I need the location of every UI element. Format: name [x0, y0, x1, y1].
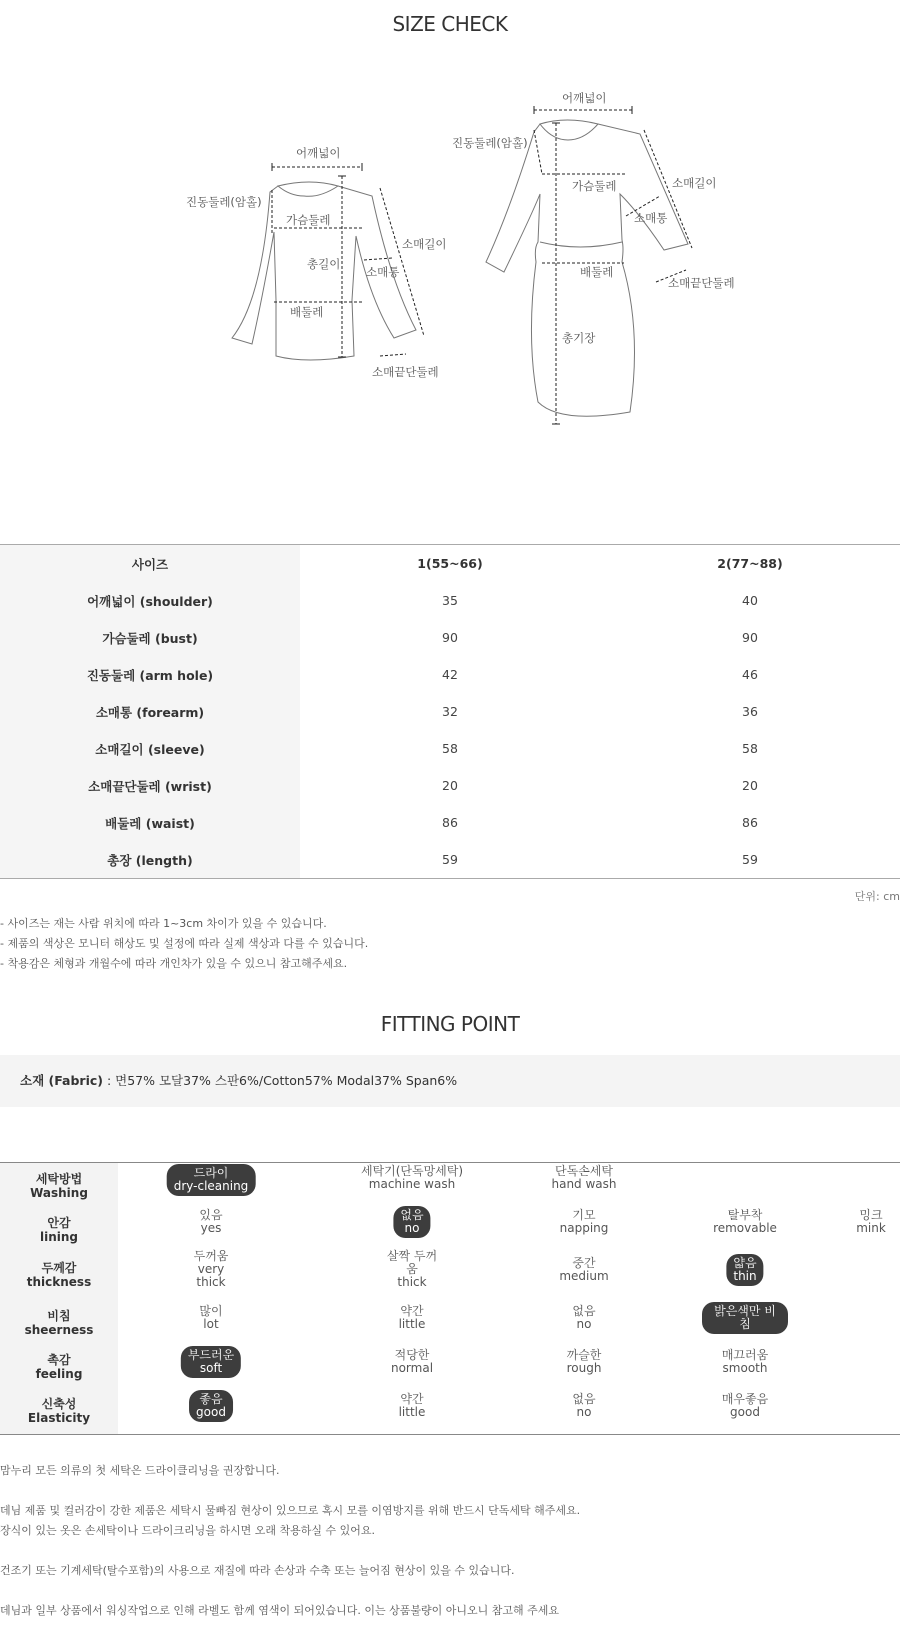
row-label-ko: 세탁방법: [35, 1172, 83, 1186]
cell: 20: [742, 778, 758, 793]
option-ko: 없음: [572, 1392, 596, 1406]
fitting-row-label: [0, 1309, 118, 1337]
option-en: smooth: [722, 1361, 768, 1375]
row-label-ko: 신축성: [41, 1397, 77, 1411]
option-ko: 없음: [400, 1208, 424, 1222]
fitting-table-bottom-rule: [0, 1434, 900, 1435]
top-sleeve-label: 소매길이: [402, 237, 447, 251]
option-napping: [560, 1209, 609, 1235]
option-ko: 밝은색만 비침: [714, 1304, 776, 1331]
option-ko: 약간: [400, 1304, 424, 1318]
option-lot: [199, 1305, 222, 1331]
row-label-ko: 안감: [47, 1216, 71, 1230]
fitting-table-top-rule: [0, 1162, 900, 1163]
option-smooth: [722, 1349, 768, 1375]
option-ko: 적당한: [394, 1348, 430, 1362]
option-ko: 두꺼움: [193, 1249, 229, 1263]
size-table-header: [0, 545, 900, 582]
option-en: rough: [566, 1361, 602, 1375]
fitting-row-label: [0, 1216, 118, 1244]
option-ko: 중간: [572, 1256, 596, 1270]
option-ko: 얇음: [733, 1256, 757, 1270]
option-en: little: [398, 1317, 426, 1331]
size-notes: [0, 914, 368, 974]
fitting-row-label: [0, 1397, 118, 1425]
fitting-row-label: [0, 1261, 118, 1289]
option-good: [189, 1390, 233, 1422]
option-hand-wash: [551, 1165, 616, 1191]
size-table-bottom-rule: [0, 878, 900, 879]
option-ko: 드라이: [193, 1166, 229, 1180]
cell: 36: [742, 704, 758, 719]
fitting-point-title: FITTING POINT: [380, 1012, 520, 1036]
cell: 58: [442, 741, 458, 756]
cell: 40: [742, 593, 758, 608]
row-label: 가슴둘레 (bust): [0, 619, 300, 656]
top-shoulder-label: 어깨넓이: [296, 146, 341, 160]
row-label: 어깨넓이 (shoulder): [0, 582, 300, 619]
row-label: 소매통 (forearm): [0, 693, 300, 730]
cell: 58: [742, 741, 758, 756]
table-row: [0, 767, 900, 804]
option-en: good: [196, 1405, 226, 1419]
size-check-title: SIZE CHECK: [392, 12, 508, 36]
option-en: removable: [713, 1221, 777, 1235]
option-en: hand wash: [551, 1177, 617, 1191]
cell: 59: [742, 852, 758, 867]
option-en: no: [576, 1317, 592, 1331]
row-label-ko: 촉감: [47, 1353, 71, 1367]
option-normal: [391, 1349, 433, 1375]
option-en: no: [576, 1405, 592, 1419]
option-en: soft: [199, 1361, 223, 1375]
note-item: - 착용감은 체형과 개월수에 따라 개인차가 있을 수 있으니 참고해주세요.: [0, 957, 348, 970]
dress-length-label: 총기장: [562, 331, 596, 345]
option-en: normal: [390, 1361, 434, 1375]
fabric-label: 소재 (Fabric): [20, 1073, 103, 1088]
care-note: 건조기 또는 기계세탁(탈수포함)의 사용으로 재질에 따라 손상과 수축 또는 늘어짐 현상이 있을 수 있습니다.: [0, 1564, 515, 1577]
option-removable: [713, 1209, 777, 1235]
care-note: 맘누리 모든 의류의 첫 세탁은 드라이클리닝을 권장합니다.: [0, 1464, 280, 1477]
option-en: good: [730, 1405, 760, 1419]
option-en: dry-cleaning: [173, 1179, 249, 1193]
top-outline: [278, 182, 338, 196]
fitting-label-column: [0, 1163, 118, 1434]
note-item: - 사이즈는 재는 사람 위치에 따라 1~3cm 차이가 있을 수 있습니다.: [0, 917, 327, 930]
option-very-good: [722, 1393, 768, 1419]
option-rough: [567, 1349, 602, 1375]
dress-bust-label: 가슴둘레: [572, 179, 617, 193]
cell: 35: [442, 593, 458, 608]
option-ko: 탈부착: [727, 1208, 763, 1222]
top-wrist-label: 소매끝단둘레: [372, 365, 439, 379]
table-row: [0, 619, 900, 656]
row-label: 총장 (length): [0, 841, 300, 878]
dress-outline: [540, 120, 598, 140]
option-no: [393, 1206, 430, 1238]
option-ko: 단독손세탁: [555, 1164, 613, 1178]
option-en: lot: [203, 1317, 219, 1331]
size-table: [0, 545, 900, 878]
row-label: 소매길이 (sleeve): [0, 730, 300, 767]
option-en: thin: [733, 1269, 757, 1283]
option-ko: 기모: [572, 1208, 596, 1222]
option-en: machine wash: [368, 1177, 456, 1191]
option-ko: 밍크: [859, 1208, 883, 1222]
row-label-ko: 비침: [47, 1309, 71, 1323]
option-no: [572, 1305, 595, 1331]
care-note: 데님 제품 및 컬러감이 강한 제품은 세탁시 물빠짐 현상이 있으므로 혹시 모를 이염방지를 위해 반드시 단독세탁 해주세요.: [0, 1504, 581, 1517]
option-ko: 부드러운: [187, 1348, 235, 1362]
cell: 90: [742, 630, 758, 645]
row-label-en: sheerness: [24, 1323, 94, 1337]
row-label-en: thickness: [26, 1275, 92, 1289]
option-ko: 없음: [572, 1304, 596, 1318]
fabric-value: : 면57% 모달37% 스판6%/Cotton57% Modal37% Span6%: [102, 1073, 458, 1088]
size-header-2: 2(77~88): [717, 556, 783, 571]
option-dry-cleaning: [167, 1164, 256, 1196]
top-waist-label: 배둘레: [290, 305, 324, 319]
option-en: napping: [559, 1221, 609, 1235]
option-en: little: [398, 1405, 426, 1419]
table-row: [0, 730, 900, 767]
option-machine-wash: [361, 1165, 463, 1191]
option-yes: [199, 1209, 222, 1235]
dress-armhole-label: 진동둘레(암홀): [452, 136, 528, 150]
option-thick: [384, 1250, 440, 1289]
row-label-en: Elasticity: [27, 1411, 91, 1425]
option-little: [399, 1305, 426, 1331]
row-label: 소매끝단둘레 (wrist): [0, 767, 300, 804]
care-note: 데님과 일부 상품에서 워싱작업으로 인해 라벨도 함께 염색이 되어있습니다. 이는 상품불량이 아니오니 참고해 주세요: [0, 1604, 559, 1617]
dress-sleeve-label: 소매길이: [672, 176, 717, 190]
row-label: 배둘레 (waist): [0, 804, 300, 841]
option-ko: 매끄러움: [721, 1348, 769, 1362]
top-length-label: 총길이: [307, 257, 341, 271]
cell: 90: [442, 630, 458, 645]
fitting-row-label: [0, 1172, 118, 1200]
cell: 86: [742, 815, 758, 830]
top-bust-label: 가슴둘레: [286, 213, 331, 227]
fabric-box: [0, 1055, 900, 1107]
option-ko: 매우좋음: [721, 1392, 769, 1406]
size-header-1: 1(55~66): [417, 556, 483, 571]
option-mink: [856, 1209, 886, 1235]
table-row: [0, 804, 900, 841]
cell: 32: [442, 704, 458, 719]
option-ko: 있음: [199, 1208, 223, 1222]
dress-waist-label: 배둘레: [580, 265, 614, 279]
option-light-colors-sheer: [702, 1302, 788, 1334]
cell: 42: [442, 667, 458, 682]
option-ko: 세탁기(단독망세탁): [360, 1164, 464, 1178]
option-en: thick: [397, 1275, 427, 1289]
option-ko: 까슬한: [566, 1348, 602, 1362]
option-very-thick: [186, 1250, 236, 1289]
table-row: [0, 582, 900, 619]
row-label-ko: 두께감: [41, 1261, 77, 1275]
option-ko: 살짝 두꺼움: [386, 1249, 438, 1276]
option-medium: [559, 1257, 608, 1283]
table-row: [0, 693, 900, 730]
dress-shoulder-label: 어깨넓이: [562, 91, 607, 105]
top-armhole-label: 진동둘레(암홀): [186, 195, 262, 209]
option-en: very thick: [196, 1262, 226, 1289]
row-label: 진동둘레 (arm hole): [0, 656, 300, 693]
option-ko: 약간: [400, 1392, 424, 1406]
option-little: [399, 1393, 426, 1419]
size-diagram: [0, 80, 900, 440]
dress-forearm-label: 소매통: [634, 211, 668, 225]
option-en: no: [404, 1221, 420, 1235]
cell: 86: [442, 815, 458, 830]
option-en: mink: [856, 1221, 886, 1235]
table-row: [0, 841, 900, 878]
option-en: medium: [559, 1269, 609, 1283]
note-item: - 제품의 색상은 모니터 해상도 및 설정에 따라 실제 색상과 다를 수 있습니다.: [0, 937, 369, 950]
row-label-en: feeling: [35, 1367, 83, 1381]
option-en: yes: [200, 1221, 222, 1235]
table-row: [0, 656, 900, 693]
option-no: [572, 1393, 595, 1419]
size-header-label: 사이즈: [0, 545, 300, 582]
cell: 20: [442, 778, 458, 793]
option-soft: [181, 1346, 241, 1378]
dress-wrist-label: 소매끝단둘레: [668, 276, 735, 290]
option-thin: [726, 1254, 763, 1286]
cell: 59: [442, 852, 458, 867]
top-forearm-label: 소매통: [366, 265, 400, 279]
row-label-en: Washing: [30, 1186, 88, 1200]
row-label-en: lining: [39, 1230, 78, 1244]
cell: 46: [742, 667, 758, 682]
unit-label: 단위: cm: [854, 890, 900, 903]
option-ko: 많이: [199, 1304, 223, 1318]
option-ko: 좋음: [199, 1392, 223, 1406]
care-note: 장식이 있는 옷은 손세탁이나 드라이크리닝을 하시면 오래 착용하실 수 있어요.: [0, 1524, 375, 1537]
fitting-row-label: [0, 1353, 118, 1381]
